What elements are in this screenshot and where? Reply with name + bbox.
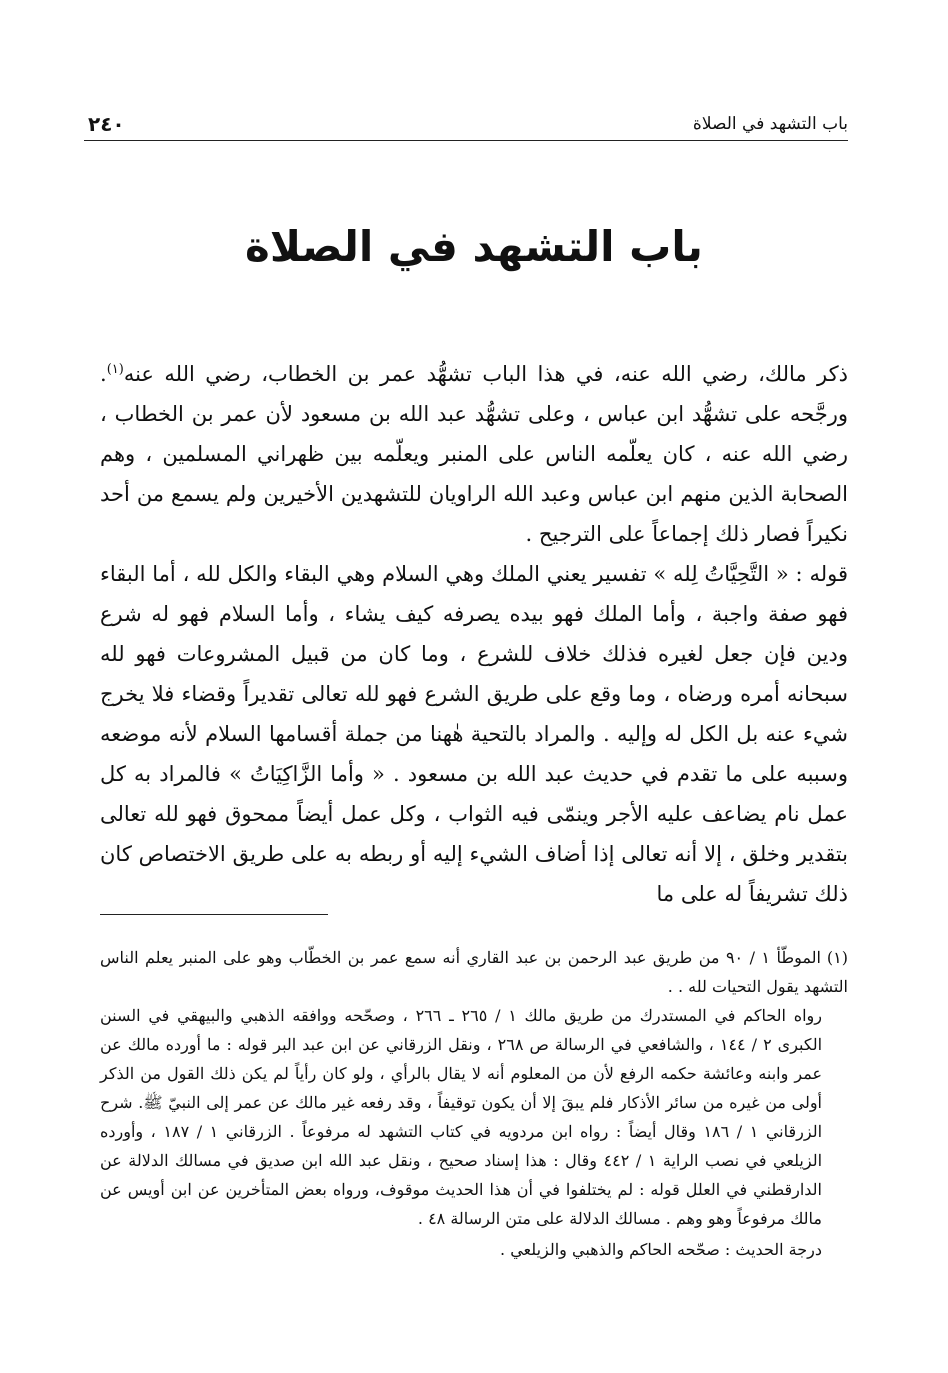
main-text bbox=[100, 350, 848, 914]
footnote-number: (١) bbox=[826, 948, 849, 967]
paragraph-2: قوله : « التَّحِيَّاتُ لِله » تفسير يعني الملك وهي السلام وهي البقاء والكل لله ، أما البقاء فهو صفة واجبة ، وأما الملك فهو بيده يصرفه كيف يشاء ، وأما السلام فهو له شرع ودين فإن جعل لغيره فذلك خلاف للشرع ، وما كان من قبيل المشروعات فهو لله سبحانه أمره ورضاه ، وما وقع على طريق الشرع فهو لله تعالى تقديراً وقضاء فلا يخرج شيء عنه بل الكل له وإليه . والمراد بالتحية هٰهنا من جملة أقسامها السلام لأنه موضعه وسببه على ما تقدم في حديث عبد الله بن مسعود . « وأما الزَّاكِيَاتُ » فالمراد به كل عمل نام يضاعف عليه الأجر وينمّى فيه الثواب ، وكل عمل أيضاً ممحوق فهو لله تعالى بتقدير وخلق ، إلا أنه تعالى إذا أضاف الشيء إليه أو ربطه به على طريق الاختصاص كان ذلك تشريفاً له على ما bbox=[100, 562, 848, 906]
page-number: ٢٤٠ bbox=[88, 112, 125, 136]
footnote-detail: رواه الحاكم في المستدرك من طريق مالك ١ / ٢٦٥ ـ ٢٦٦ ، وصحّحه ووافقه الذهبي والبيهقي في السنن الكبرى ٢ / ١٤٤ ، والشافعي في الرسالة ص ٢٦٨ ، ونقل الزرقاني عن ابن عبد البر قوله : ما أورده مالك عن عمر وابنه وعائشة حكمه الرفع لأن من المعلوم أنه لا يقال بالرأي ، ولو كان رأياً لم يكن ذلك القول من الذكر أولى من غيره من سائر الأذكار فلم يبقَ إلا أن يكون توقيفاً ، وقد رفعه غير مالك عن عمر إلى النبيّ ﷺ. شرح الزرقاني ١ / ١٨٦ وقال أيضاً : رواه ابن مردويه في كتاب التشهد له مرفوعاً . الزرقاني ١ / ١٨٧ ، وأورده الزيلعي في نصب الراية ١ / ٤٤٢ وقال : هذا إسناد صحيح ، ونقل عبد الله ابن صديق في مسالك الدلالة عن الدارقطني في العلل قوله : لم يختلفوا في أن هذا الحديث موقوف، ورواه بعض المتأخرين عن ابن أويس عن مالك مرفوعاً وهو وهم . مسالك الدلالة على متن الرسالة ٤٨ . bbox=[100, 1006, 823, 1228]
paragraph-1 bbox=[100, 350, 848, 554]
running-title: باب التشهد في الصلاة bbox=[692, 114, 848, 134]
footnote-marker[interactable]: (١) bbox=[106, 362, 124, 377]
footnotes bbox=[100, 943, 848, 1264]
hadith-grade: درجة الحديث : صحّحه الحاكم والذهبي والزيلعي . bbox=[500, 1240, 822, 1259]
footnote-1 bbox=[100, 943, 848, 1001]
chapter-title: باب التشهد في الصلاة bbox=[245, 222, 703, 271]
running-header bbox=[84, 112, 848, 141]
footnote-1-text: الموطّأ ١ / ٩٠ من طريق عبد الرحمن بن عبد القاري أنه سمع عمر بن الخطّاب وهو على المنبر يعلم الناس التشهد يقول التحيات لله . . bbox=[100, 948, 848, 996]
paragraph-1-rest: . ورجَّحه على تشهُّد ابن عباس ، وعلى تشهُّد عبد الله بن مسعود لأن عمر بن الخطاب ، رضي الله عنه ، كان يعلّمه الناس على المنبر ويعلّمه بين ظهراني المسلمين ، وهم الصحابة الذين منهم ابن عباس وعبد الله الراويان للتشهدين الأخيرين ولم يسمع من أحد نكيراً فصار ذلك إجماعاً على الترجيح . bbox=[100, 362, 848, 546]
footnote-divider bbox=[100, 914, 328, 915]
paragraph-1-start: ذكر مالك، رضي الله عنه، في هذا الباب تشهُّد عمر بن الخطاب، رضي الله عنه bbox=[123, 362, 848, 386]
